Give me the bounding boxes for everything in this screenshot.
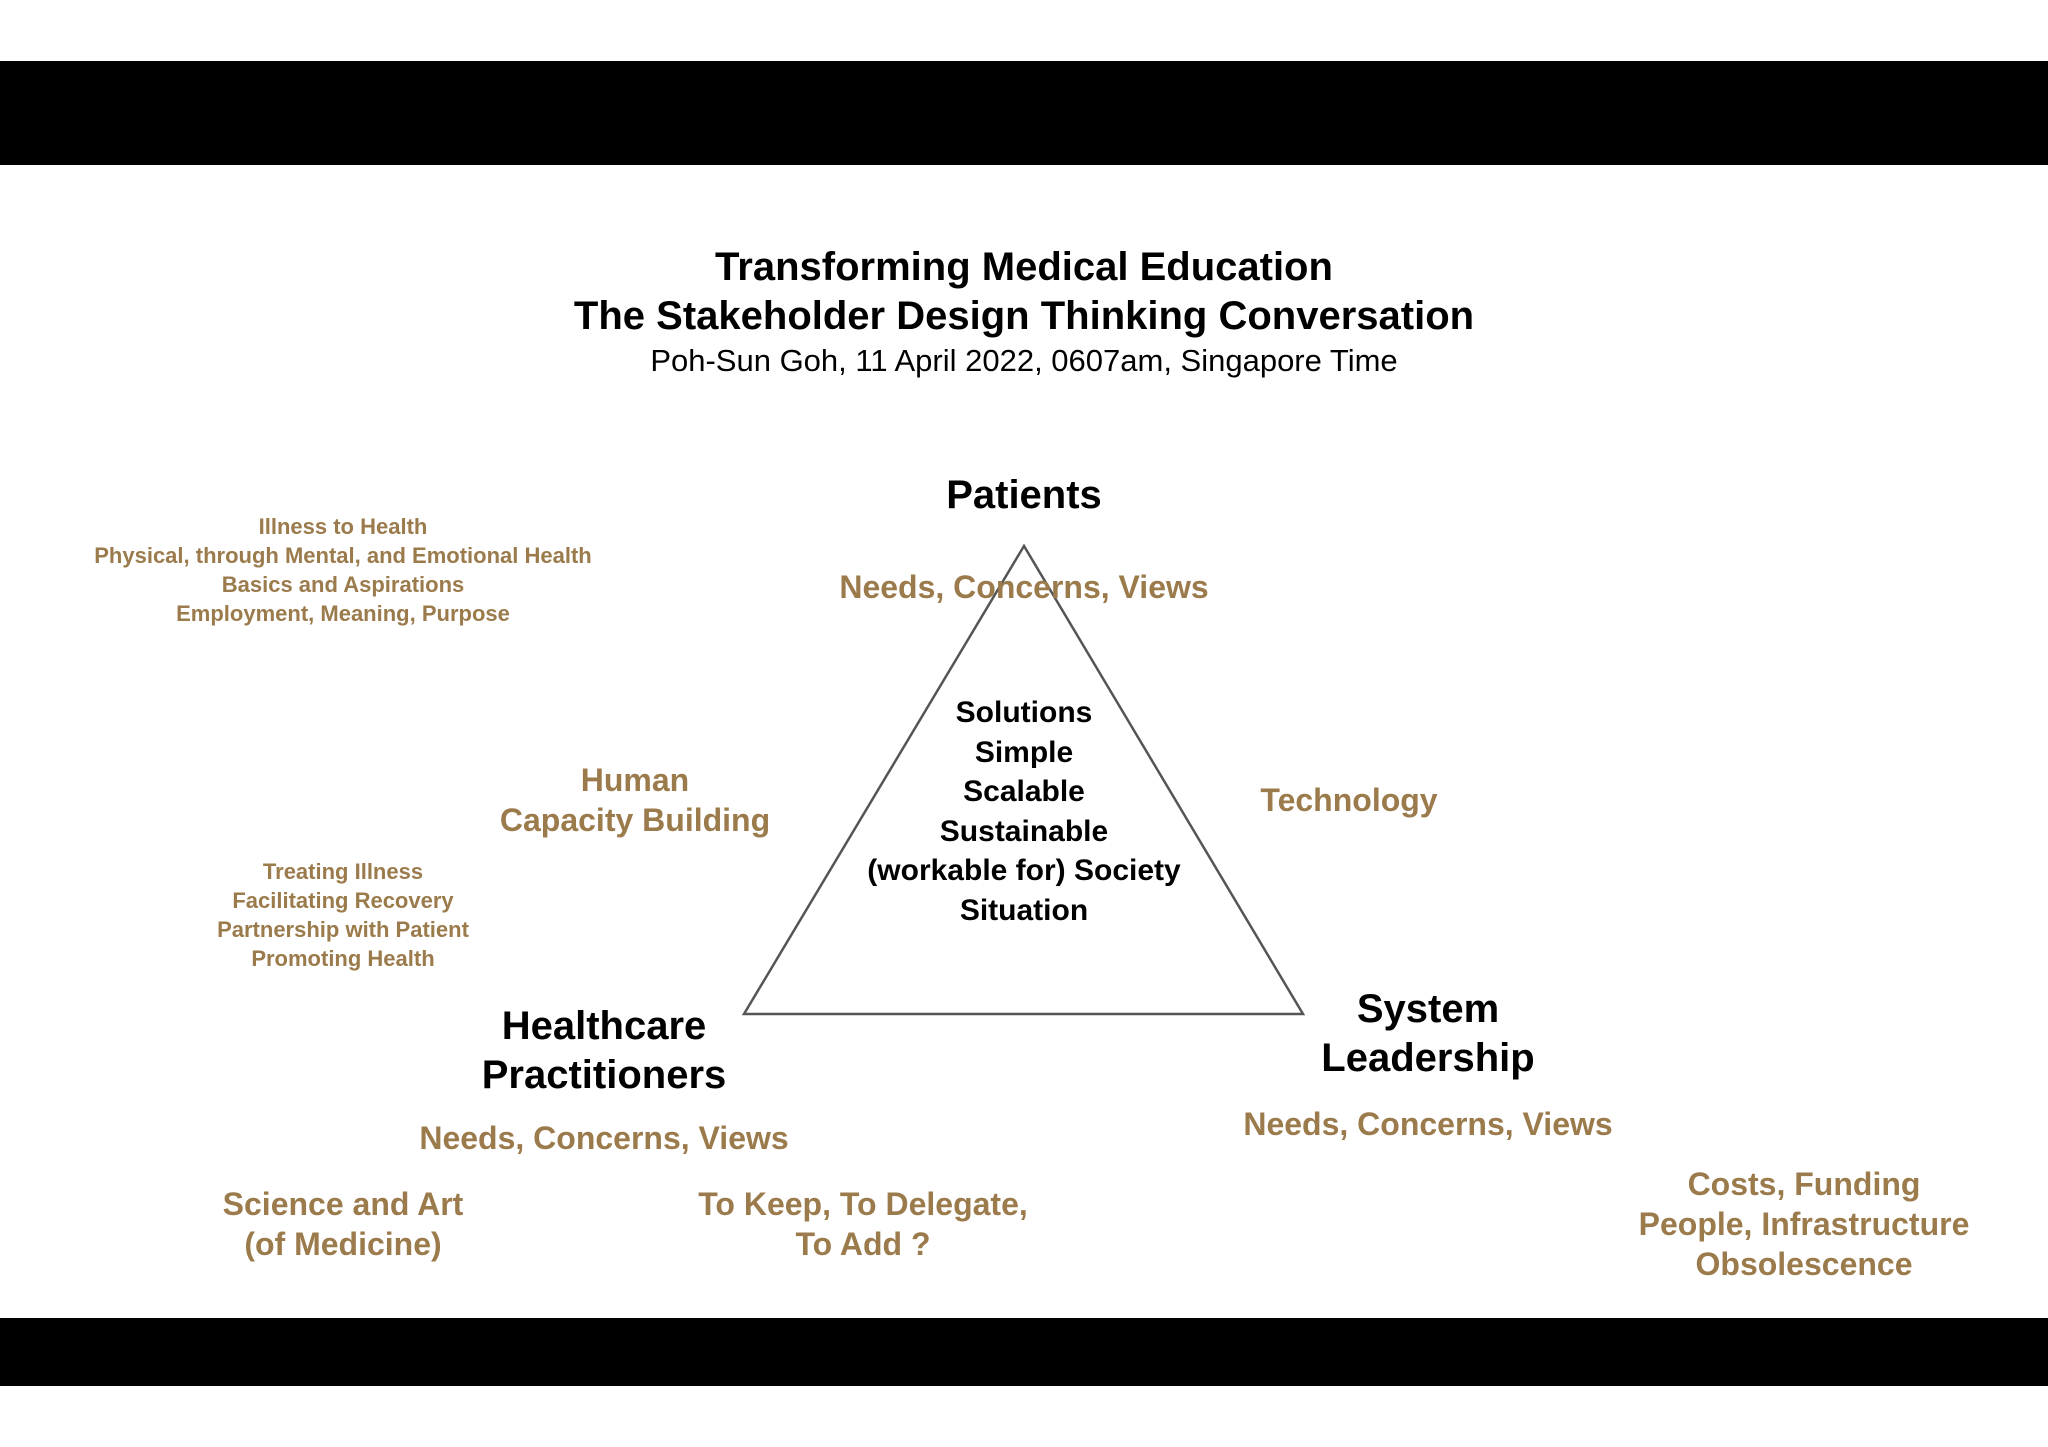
- bottom-letterbox-bar: [0, 1318, 2048, 1386]
- main-title-line-1: Transforming Medical Education: [715, 245, 1333, 289]
- human-capacity-label: [500, 760, 770, 840]
- center-solutions-text: [867, 693, 1180, 930]
- practitioner-notes: [217, 857, 469, 973]
- practitioners-line: Practitioners: [481, 1053, 727, 1097]
- patients-label: Patients: [946, 473, 1102, 517]
- practitioner-note-line: Promoting Health: [251, 946, 435, 971]
- title-block: [574, 243, 1474, 381]
- healthcare-practitioners-label: [482, 1002, 727, 1100]
- costs-line: Costs, Funding: [1687, 1166, 1921, 1202]
- costs-line: Obsolescence: [1695, 1246, 1913, 1282]
- practitioners-needs: Needs, Concerns, Views: [419, 1120, 789, 1156]
- costs-line: People, Infrastructure: [1638, 1206, 1970, 1242]
- practitioners-line: Healthcare: [501, 1004, 707, 1048]
- author-subtitle: Poh-Sun Goh, 11 April 2022, 0607am, Singapore Time: [650, 343, 1398, 378]
- keep-line: To Add ?: [795, 1226, 931, 1262]
- patients-note-line: Illness to Health: [258, 514, 428, 539]
- practitioner-note-line: Partnership with Patient: [217, 917, 469, 942]
- human-line: Human: [580, 762, 690, 798]
- top-letterbox-bar: [0, 61, 2048, 165]
- leadership-needs: Needs, Concerns, Views: [1243, 1106, 1613, 1142]
- center-line: Solutions: [955, 696, 1093, 729]
- technology-label: Technology: [1260, 782, 1438, 818]
- center-line: Scalable: [963, 775, 1085, 808]
- patients-needs: Needs, Concerns, Views: [839, 569, 1209, 605]
- costs-funding-label: [1639, 1164, 1970, 1284]
- patients-note-line: Physical, through Mental, and Emotional Health: [94, 543, 592, 568]
- system-leadership-label: [1321, 985, 1534, 1083]
- center-line: Sustainable: [939, 814, 1109, 848]
- science-and-art-label: [223, 1184, 464, 1264]
- leadership-line: System: [1356, 987, 1500, 1031]
- practitioner-note-line: Facilitating Recovery: [232, 888, 454, 913]
- to-keep-delegate-add-label: [698, 1184, 1028, 1264]
- patients-note-line: Employment, Meaning, Purpose: [176, 601, 510, 626]
- human-line: Capacity Building: [499, 802, 771, 838]
- patients-note-line: Basics and Aspirations: [221, 572, 465, 597]
- practitioner-note-line: Treating Illness: [262, 859, 424, 884]
- patients-notes: [94, 512, 592, 628]
- keep-line: To Keep, To Delegate,: [698, 1186, 1028, 1222]
- center-line: Situation: [959, 893, 1089, 927]
- science-line: Science and Art: [222, 1186, 464, 1222]
- center-line: Simple: [974, 735, 1074, 769]
- science-line: (of Medicine): [244, 1226, 442, 1262]
- main-title-line-2: The Stakeholder Design Thinking Conversation: [573, 294, 1475, 338]
- center-line: (workable for) Society: [867, 854, 1181, 887]
- leadership-line: Leadership: [1321, 1036, 1535, 1080]
